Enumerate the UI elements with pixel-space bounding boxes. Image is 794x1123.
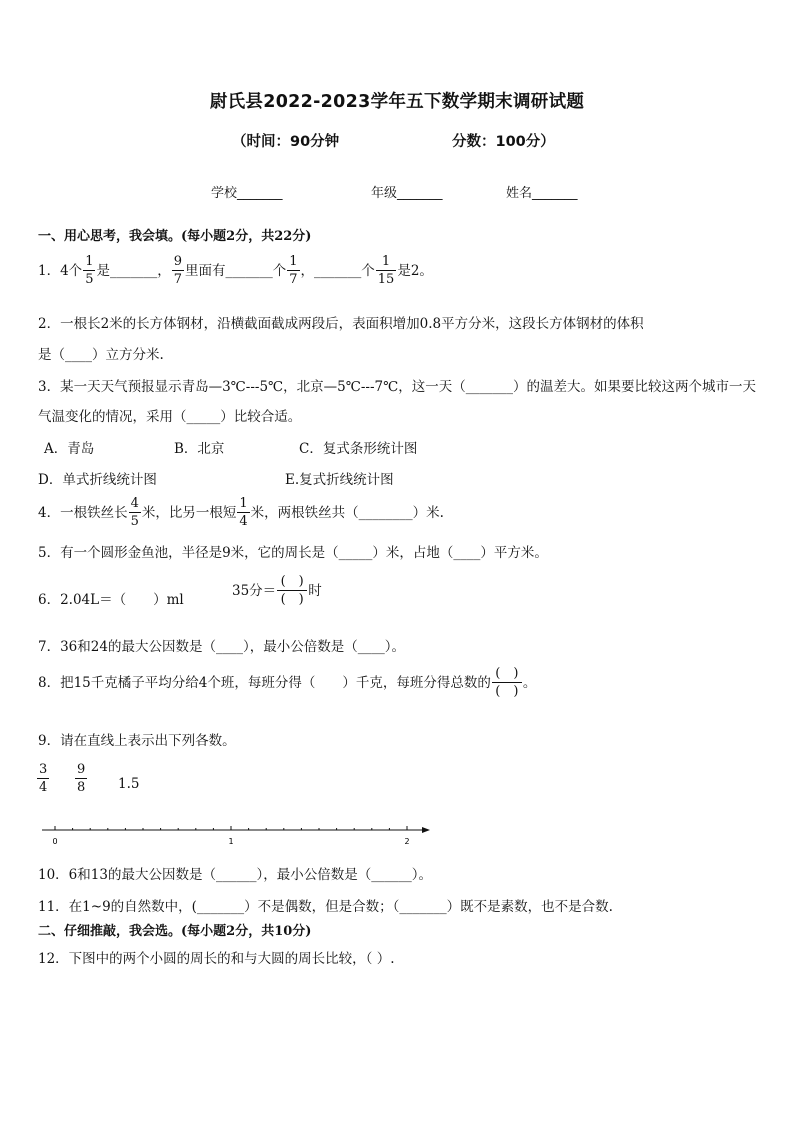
number-line-arrow-icon <box>422 827 430 833</box>
question-8: 8．把15千克橘子平均分给4个班，每班分得（ ）千克，每班分得总数的 $\frac{( )}{( )}$ 。 <box>38 666 537 699</box>
exam-score: 分数：100分） <box>452 134 555 150</box>
blank-fraction: $\frac{( )}{( )}$ <box>277 575 307 606</box>
question-6-part-2: 35分＝ $\frac{( )}{( )}$ 时 <box>232 574 322 607</box>
blank-fraction: $\frac{( )}{( )}$ <box>492 667 522 698</box>
section-1-heading: 一、用心思考，我会填。(每小题2分，共22分) <box>38 229 312 244</box>
fraction: $\frac{1}{15}$ <box>377 254 395 287</box>
page-title: 尉氏县2022-2023学年五下数学期末调研试题 <box>209 92 585 112</box>
q9-fraction-9-8: $\frac{9}{8}$ <box>77 762 86 795</box>
tick-label: 2 <box>404 837 410 846</box>
fraction: $\frac{4}{5}$ <box>130 496 139 529</box>
question-11: 11．在1~9的自然数中，(_______）不是偶数，但是合数；（_______）既不是素数，也不是合数. <box>38 899 613 915</box>
fraction: $\frac{1}{7}$ <box>289 254 298 287</box>
option-c: C．复式条形统计图 <box>299 441 418 457</box>
option-e: E.复式折线统计图 <box>285 472 394 488</box>
question-5: 5．有一个圆形金鱼池，半径是9米，它的周长是（_____）米，占地（____）平方米。 <box>38 545 548 561</box>
question-10: 10．6和13的最大公因数是（______），最小公倍数是（______）。 <box>38 867 432 883</box>
question-9: 9．请在直线上表示出下列各数。 <box>38 733 236 749</box>
number-line <box>38 820 438 850</box>
option-d: D．单式折线统计图 <box>38 472 157 488</box>
fraction: $\frac{9}{7}$ <box>173 254 182 287</box>
school-field: 学校_______ <box>211 186 283 201</box>
question-6-part-1: 6．2.04L＝（ ）ml <box>38 592 184 608</box>
section-2-heading: 二、仔细推敲，我会选。(每小题2分，共10分) <box>38 924 312 939</box>
option-b: B．北京 <box>174 441 225 457</box>
fraction: $\frac{1}{4}$ <box>239 496 248 529</box>
question-3-line-2: 气温变化的情况，采用（_____）比较合适。 <box>38 409 302 425</box>
question-7: 7．36和24的最大公因数是（____），最小公倍数是（____）。 <box>38 639 405 655</box>
q9-fraction-3-4: $\frac{3}{4}$ <box>39 762 48 795</box>
question-4: 4．一根铁丝长 $\frac{4}{5}$ 米，比另一根短 $\frac{1}{4}$ 米，两根铁丝共（________）米. <box>38 496 444 529</box>
question-12: 12．下图中的两个小圆的周长的和与大圆的周长比较，（ ）. <box>38 951 395 967</box>
grade-field: 年级_______ <box>371 186 443 201</box>
exam-time: （时间：90分钟 <box>232 134 340 150</box>
question-3-line-1: 3．某一天天气预报显示青岛—3℃---5℃，北京—5℃---7℃，这一天（_______）的温差大。如果要比较这两个城市一天 <box>38 379 756 395</box>
fraction: $\frac{1}{5}$ <box>85 254 94 287</box>
question-2-line-1: 2．一根长2米的长方体钢材，沿横截面截成两段后，表面积增加0.8平方分米，这段长方体钢材的体积 <box>38 316 644 332</box>
tick-label: 0 <box>52 837 58 846</box>
question-1: 1．4个 $\frac{1}{5}$ 是_______， $\frac{9}{7}$ 里面有_______个 $\frac{1}{7}$ ，_______个 $\frac{1}{15}$ 是2。 <box>38 254 433 287</box>
tick-label: 1 <box>228 837 234 846</box>
question-2-line-2: 是（____）立方分米. <box>38 347 164 363</box>
name-field: 姓名_______ <box>506 186 578 201</box>
q9-value-1-5: 1.5 <box>118 776 140 792</box>
option-a: A．青岛 <box>44 441 95 457</box>
